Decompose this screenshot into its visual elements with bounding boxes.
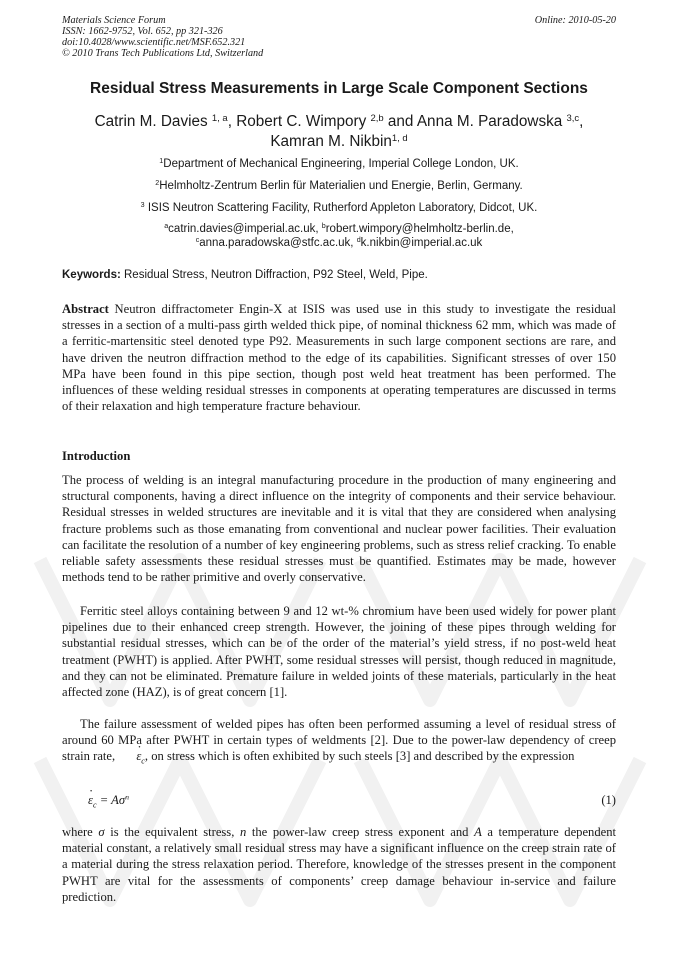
- affiliation-1: $^1$Department of Mechanical Engineering, Imperial College London, UK.: [159, 157, 519, 170]
- email-list: $^a$catrin.davies@imperial.ac.uk, $^b$robert.wimpory@helmholtz-berlin.de, $^c$anna.paradowska@stfc.ac.uk, $^d$k.nikbin@imperial.ac.uk: [164, 222, 514, 249]
- issn-line: ISSN: 1662-9752, Vol. 652, pp 321-326: [62, 26, 223, 37]
- email-link[interactable]: anna.paradowska@stfc.ac.uk,: [199, 237, 354, 249]
- strain-rate-symbol: · $\varepsilon_c$: [118, 748, 145, 770]
- equation-number: (1): [601, 793, 616, 807]
- abstract: [62, 301, 616, 414]
- keywords-label: Keywords:: [62, 269, 121, 281]
- author-name: Anna M. Paradowska: [416, 113, 563, 130]
- journal-name: Materials Science Forum: [62, 15, 166, 26]
- author-superscript: 1, a: [211, 112, 228, 124]
- author-name: Robert C. Wimpory: [236, 113, 367, 130]
- author-list: Catrin M. Davies $^{1, a}$, Robert C. Wimpory $^{2,b}$ and Anna M. Paradowska $^{3,c}$, Kamran M. Nikbin$^{1, d}$: [94, 112, 584, 150]
- author-name: Catrin M. Davies: [94, 113, 208, 130]
- paper-title: Residual Stress Measurements in Large Scale Component Sections: [90, 80, 588, 97]
- intro-paragraph-1: The process of welding is an integral manufacturing procedure in the production of many engineering and structural components, having a direct influence on the integrity of components and their service behaviour. Residual stresses in welded structures are inevitable and it is vital that they are considered when analysing fracture problems such as those emanating from conventional and nuclear power facilities. Their evaluation can facilitate the resolution of a number of key engineering problems, such as stress relief cracking. To enable reliable safety assessments these residual stresses must be quantified. Estimates may be made, however methods tend to be rather primitive and overly conservative.: [62, 473, 616, 585]
- keywords-text: Residual Stress, Neutron Diffraction, P92 Steel, Weld, Pipe.: [124, 269, 428, 281]
- email-link[interactable]: k.nikbin@imperial.ac.uk: [360, 237, 483, 249]
- doi-line: doi:10.4028/www.scientific.net/MSF.652.321: [62, 37, 246, 48]
- author-superscript: 2,b: [370, 112, 384, 124]
- author-conjunction: and: [387, 113, 414, 130]
- affiliation-3: $^3$ ISIS Neutron Scattering Facility, Rutherford Appleton Laboratory, Didcot, UK.: [140, 201, 538, 214]
- author-superscript: 3,c: [566, 112, 580, 124]
- copyright-line: © 2010 Trans Tech Publications Ltd, Switzerland: [62, 48, 264, 59]
- intro-paragraph-3: The failure assessment of welded pipes has often been performed assuming a level of residual stress of around 60 MPa after PWHT in certain types of weldments [2]. Due to the power-law dependency of creep strain rate, · $\varepsilon_c$, on stress which is often exhibited by such steels [3] and described by the expression: [62, 716, 616, 770]
- intro-paragraph-2: Ferritic steel alloys containing between 9 and 12 wt-% chromium have been used widely for power plant pipelines due to their enhanced creep strength. However, the joining of these pipes through welding for substantial residual stresses, which can be of the order of the material’s yield stress, if no post-weld heat treatment (PWHT) is applied. After PWHT, some residual stresses will persist, though reduced in magnitude, and they can not be eliminated. Premature failure in welded joints of these materials, particularly in the heat affected zone (HAZ), is of great concern [1].: [62, 604, 616, 700]
- affiliation-2: $^2$Helmholtz-Zentrum Berlin für Materialien und Energie, Berlin, Germany.: [155, 179, 523, 192]
- abstract-text: Neutron diffractometer Engin-X at ISIS was used use in this study to investigate the residual stresses in a section of a multi-pass girth welded thick pipe, of nominal thickness 62 mm, which was made of a ferritic-martensitic steel denoted type P92. Measurements in such large component sections are rare, and have driven the neutron diffraction method to the edge of its capabilities. Significant stresses of over 150 MPa have been found in this pipe section, though post weld heat treatment has been performed. The influences of these welding residual stresses in components at operating temperatures are discussed in terms of their relaxation and high temperature fracture behaviour.: [62, 302, 617, 414]
- abstract-label: Abstract: [62, 302, 109, 316]
- section-heading-introduction: Introduction: [62, 449, 131, 463]
- author-superscript: 1, d: [391, 132, 408, 144]
- author-name: Kamran M. Nikbin: [270, 133, 392, 150]
- email-link[interactable]: robert.wimpory@helmholtz-berlin.de,: [325, 223, 514, 235]
- journal-header: [62, 15, 263, 59]
- intro-paragraph-4: where σ is the equivalent stress, n the power-law creep stress exponent and A a temperature dependent material constant, a relatively small residual stress may have a significant influence on the creep strain rate of a material during the stress relaxation period. Therefore, knowledge of the stresses present in the component PWHT are vital for the assessments of components’ creep damage behaviour in-service and failure prediction.: [62, 825, 617, 904]
- online-date: Online: 2010-05-20: [534, 15, 616, 26]
- equation-1: · $\varepsilon_c = A\sigma^n$: [88, 793, 129, 810]
- email-link[interactable]: catrin.davies@imperial.ac.uk,: [168, 223, 319, 235]
- keywords: [62, 269, 616, 281]
